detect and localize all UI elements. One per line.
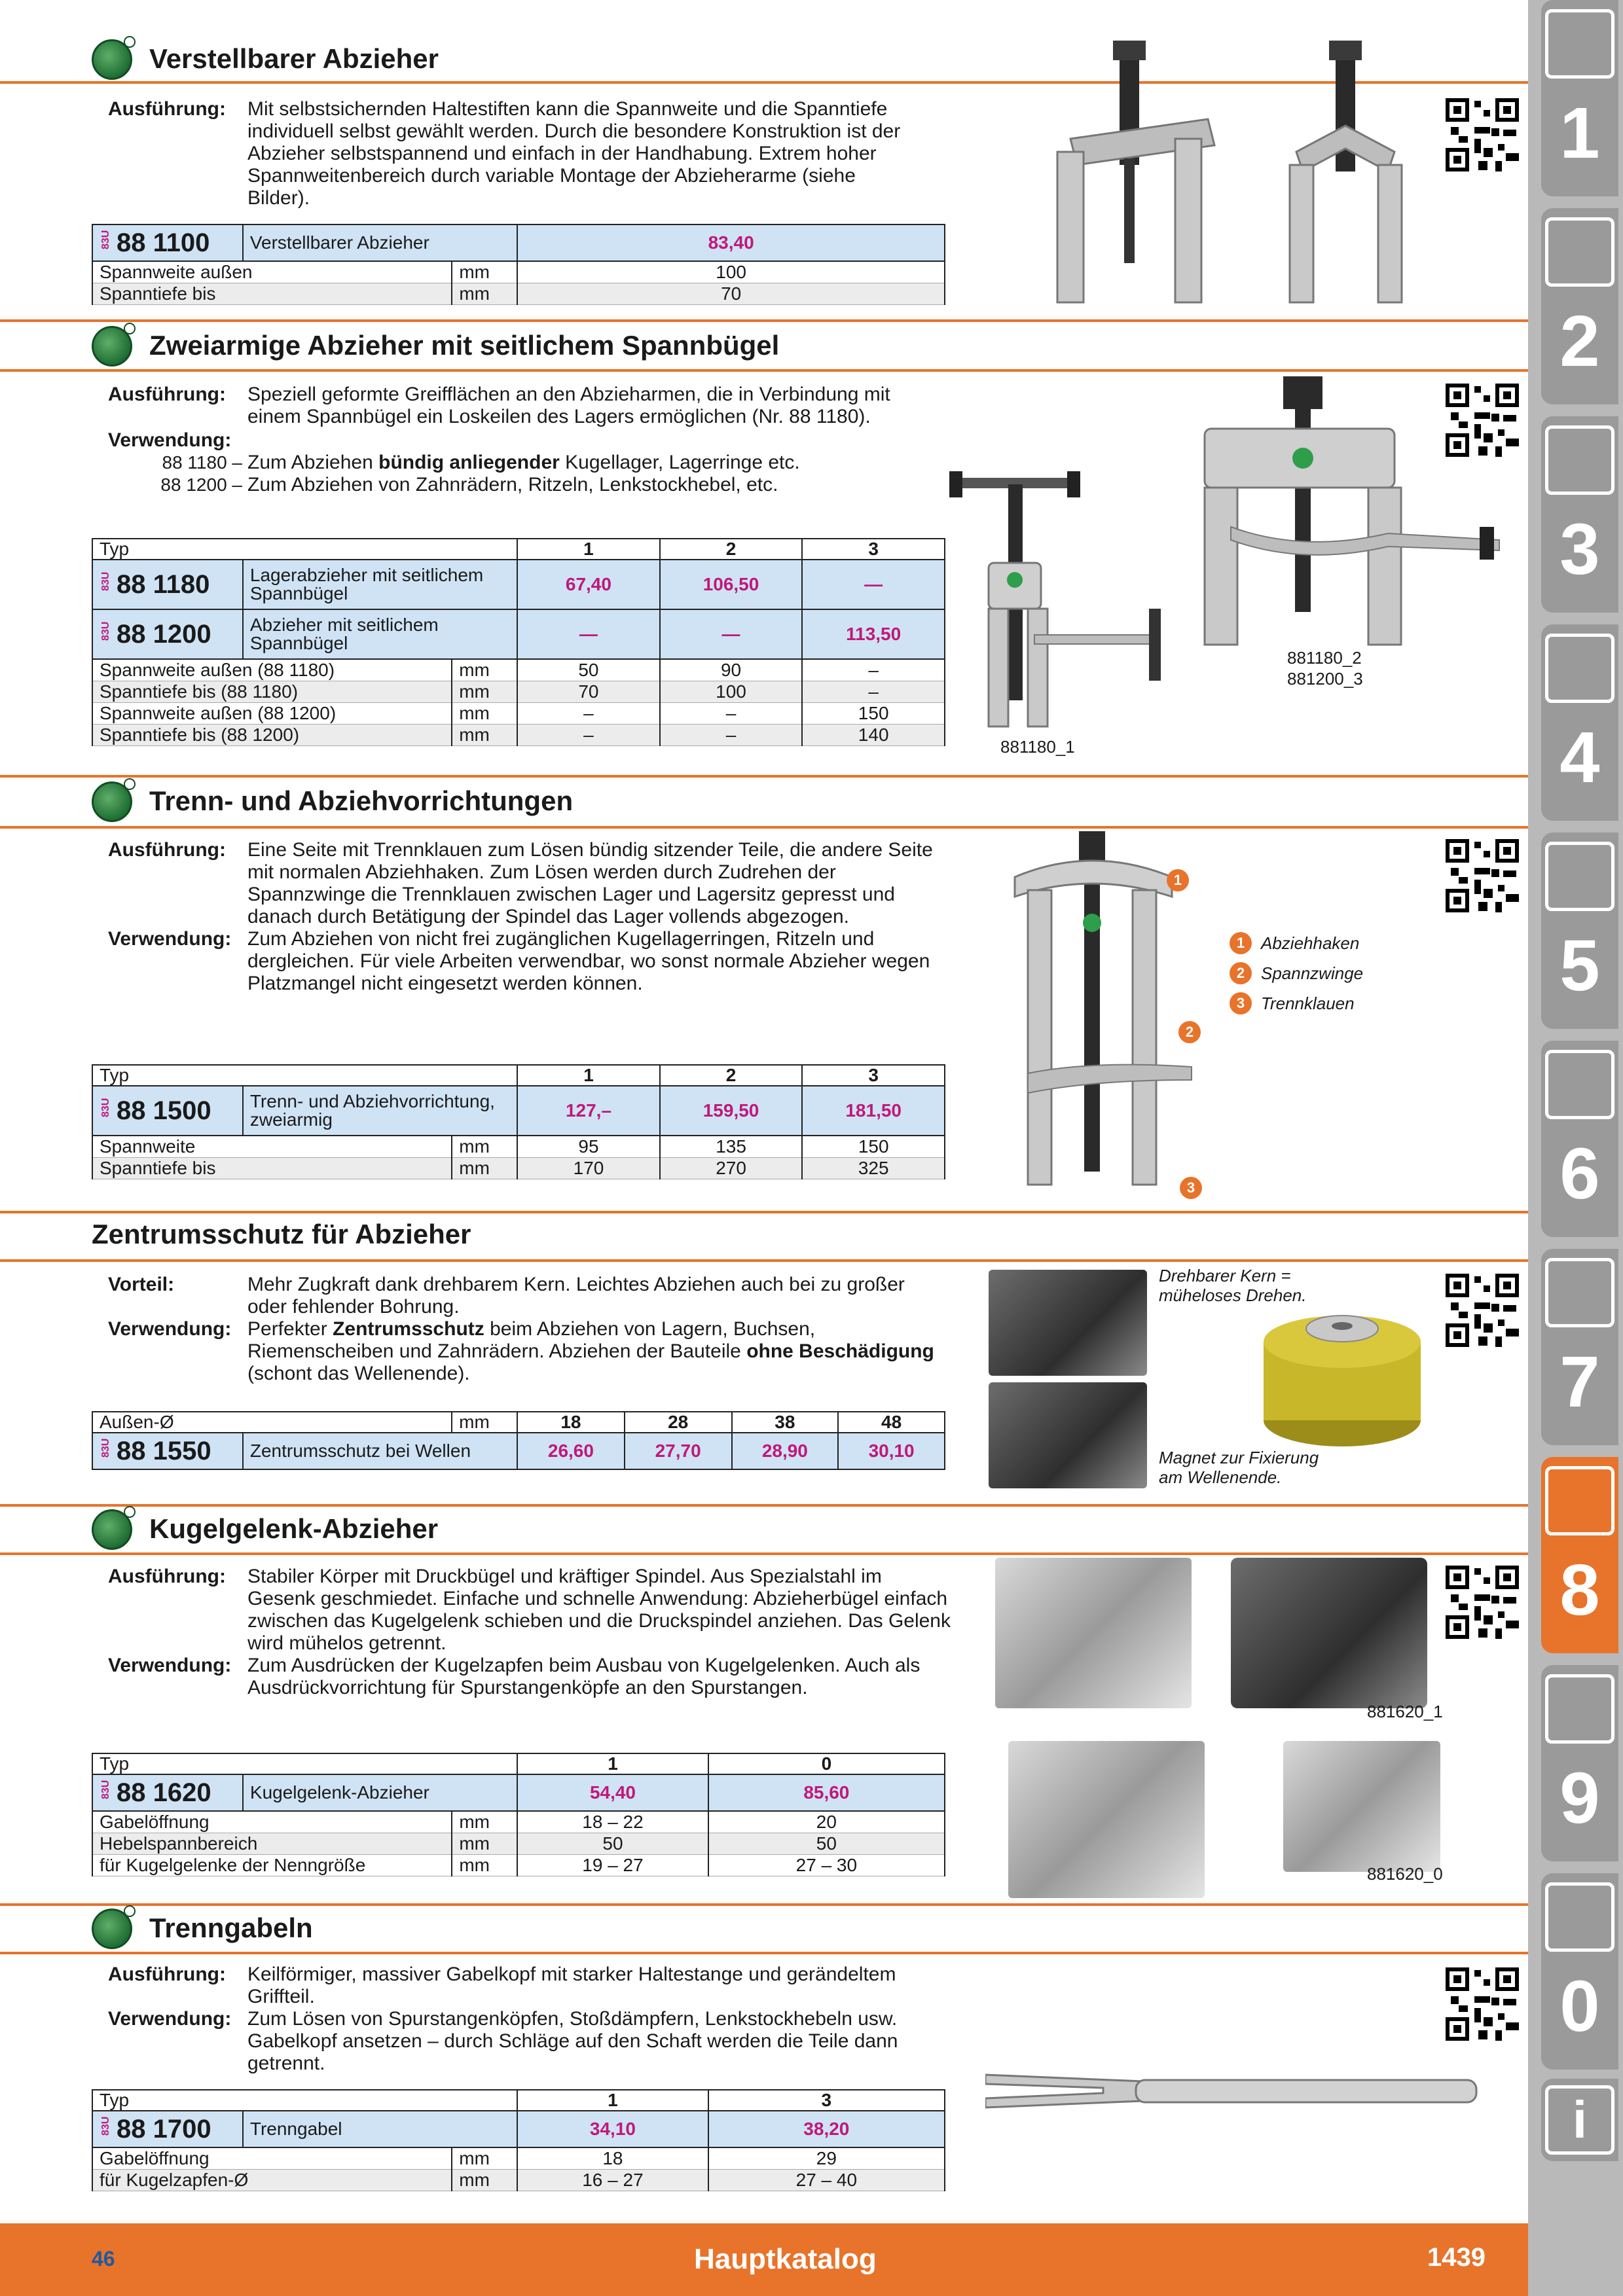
article-number-cell: 83U 88 1700 [92,2111,243,2147]
saw-blade-icon [1545,842,1614,911]
spec-label: Spanntiefe bis [92,283,452,304]
verwendung-label: Verwendung: [108,429,232,451]
spec-unit: mm [452,283,517,304]
callout-badge: 2 [1178,1021,1201,1043]
typ-label: Typ [92,539,517,560]
chapter-number: 6 [1559,1134,1600,1214]
chapter-number: 1 [1559,93,1600,173]
legend-badge: 3 [1230,992,1252,1014]
diameter-header: 38 [732,1412,839,1433]
price: 159,50 [660,1086,803,1136]
chapter-tab-5[interactable] [1541,833,1618,1029]
article-name: Lagerabzieher mit seitlichem Spannbügel [243,560,517,609]
ausfuehrung-label: Ausführung: [108,1964,226,1985]
product-table [92,1411,945,1470]
spec-unit: mm [452,702,517,724]
page-footer [0,2223,1528,2296]
spec-unit: mm [452,659,517,681]
catalog-title: Hauptkatalog [694,2243,877,2275]
price: 30,10 [838,1433,945,1469]
price: — [660,609,803,659]
info-icon: i [1545,2085,1614,2155]
article-number[interactable]: 88 1620 [117,1778,211,1807]
diameter-header: 18 [517,1412,625,1433]
product-table [92,2089,945,2191]
ausfuehrung-label: Ausführung: [108,384,226,405]
ausfuehrung-text: Mit selbstsichernden Haltestiften kann die Spannweite und die Spanntiefe individuell selbst gewählt werden. Durch die besondere Konstruktion ist der Abzieher selbstspannend und einfach in der Handhabung. Extrem hoher Spannweitenbereich durch variable Montage der Abzieherarme (siehe Bilder). [247,98,901,209]
verwendung-label: Verwendung: [108,2008,232,2030]
chapter-tab-9[interactable] [1541,1665,1618,1861]
use-article-number: 88 1200 – [160,475,242,495]
ausfuehrung-text: Keilförmiger, massiver Gabelkopf mit starker Haltestange und gerändeltem Griffteil. [247,1964,896,2007]
section-divider [0,1259,1528,1262]
diameter-header: 48 [838,1412,945,1433]
drill-bit-icon [1545,9,1614,79]
spec-value: 90 [660,659,803,681]
verwendung-text: Zum Lösen von Spurstangenköpfen, Stoßdämpfern, Lenkstockhebeln usw. Gabelkopf ansetzen – durch Schläge auf den Schaft werden die Teile dann getrennt. [247,2008,898,2074]
typ-header: 1 [517,2090,708,2111]
typ-label: Typ [92,2090,517,2111]
vorteil-text: Mehr Zugkraft dank drehbarem Kern. Leichtes Abziehen auch bei zu großer oder fehlender Bohrung. [247,1274,905,1318]
article-number[interactable]: 88 1200 [117,620,211,649]
chapter-number: 5 [1559,925,1600,1006]
image-caption: 881620_0 [1367,1864,1443,1884]
chapter-number: 7 [1559,1342,1600,1422]
qr-code-icon[interactable] [1446,839,1519,912]
article-number-cell: 83U 88 1180 [92,560,243,609]
puller-icon [1545,1466,1614,1535]
spec-label: für Kugelgelenke der Nenngröße [92,1854,452,1876]
section-divider [0,369,1528,372]
qr-code-icon[interactable] [1446,1566,1519,1639]
chuck-icon [1545,425,1614,495]
adjustable-puller-image-variant [1270,41,1421,309]
price: 27,70 [625,1433,732,1469]
spec-value: 50 [708,1833,945,1854]
spec-value: 20 [708,1811,945,1833]
chapter-tab-6[interactable] [1541,1041,1618,1237]
article-number-cell: 83U 88 1100 [92,224,243,261]
article-number[interactable]: 88 1700 [117,2115,211,2144]
separator-fork-image [985,2055,1483,2127]
page-number: 46 [92,2247,115,2270]
product-table [92,224,945,305]
verwendung-text: Zum Ausdrücken der Kugelzapfen beim Ausbau von Kugelgelenken. Auch als Ausdrückvorrichtung für Spurstangenköpfe an den Spurstangen. [247,1655,921,1698]
spec-value: – [802,659,945,681]
center-protector-photo [989,1270,1147,1376]
price: 113,50 [802,609,945,659]
center-protector-photo [989,1382,1147,1488]
section-divider [0,1504,1528,1507]
chapter-tab-i[interactable] [1541,2079,1618,2161]
typ-label: Typ [92,1065,517,1086]
spec-value: 29 [708,2147,945,2169]
spec-unit: mm [452,1833,517,1854]
article-number-cell: 83U 88 1500 [92,1086,243,1136]
spec-label: für Kugelzapfen-Ø [92,2169,452,2191]
spec-label: Spannweite außen (88 1200) [92,702,452,724]
spec-value: 70 [517,283,945,304]
spec-value: 18 [517,2147,708,2169]
spec-label: Spannweite [92,1136,452,1157]
image-caption: 881200_3 [1287,669,1363,689]
typ-header: 2 [660,539,803,560]
insert-icon [1545,217,1614,287]
brand-logo-icon [92,39,132,80]
qr-code-icon[interactable] [1446,384,1519,457]
wrench-screwdriver-icon [1545,1050,1614,1119]
typ-header: 1 [517,1753,708,1774]
spec-value: 150 [802,702,945,724]
spec-unit: mm [452,1136,517,1157]
chapter-tab-8[interactable] [1541,1457,1618,1653]
chapter-number: 3 [1559,509,1600,590]
section-divider [0,1903,1528,1906]
spec-value: 325 [802,1157,945,1179]
spec-unit: mm [452,724,517,745]
legend-badge: 1 [1230,932,1252,954]
section-title: Trenn- und Abziehvorrichtungen [149,785,574,816]
spec-unit: mm [452,2147,517,2169]
price: 54,40 [517,1774,708,1811]
section-divider [0,826,1528,829]
spec-value: – [517,702,660,724]
note-text: Magnet zur Fixierung am Wellenende. [1159,1448,1319,1487]
section-title: Verstellbarer Abzieher [149,43,439,74]
ausfuehrung-text: Speziell geformte Greifflächen an den Abzieharmen, die in Verbindung mit einem Spannbügel ein Loskeilen des Lagers ermöglichen (Nr. 88 1180). [247,384,890,427]
spec-label: Gabelöffnung [92,2147,452,2169]
section-divider [0,775,1528,778]
spec-value: – [517,724,660,745]
ball-joint-puller-image [1283,1741,1440,1872]
spec-value: 135 [660,1136,803,1157]
ausfuehrung-text: Stabiler Körper mit Druckbügel und kräftiger Spindel. Aus Spezialstahl im Gesenk geschmiedet. Einfache und schnelle Anwendung: Abzieherbügel einfach zwischen das Kugelgelenk schieben und die Druckspindel anziehen. Das Gelenk wird mühelos getrennt. [247,1566,951,1654]
chapter-tab-3[interactable] [1541,416,1618,613]
section-title: Trenngabeln [149,1912,313,1943]
spec-unit: mm [452,1854,517,1876]
price: 26,60 [517,1433,625,1469]
article-number[interactable]: 88 1100 [117,228,210,257]
article-number[interactable]: 88 1550 [117,1437,211,1465]
spec-label: Spanntiefe bis [92,1157,452,1179]
typ-label: Typ [92,1753,517,1774]
price: 127,– [517,1086,660,1136]
spec-value: 50 [517,1833,708,1854]
price: 181,50 [802,1086,945,1136]
section-divider [0,1552,1528,1555]
article-number-cell: 83U 88 1620 [92,1774,243,1811]
chapter-tab-1[interactable] [1541,0,1618,196]
spec-value: 70 [517,681,660,702]
image-caption: 881620_1 [1367,1702,1443,1721]
bearing-puller-image [943,458,1218,733]
spec-unit: mm [452,1157,517,1179]
page-code: 1439 [1427,2243,1486,2272]
spec-value: 150 [802,1136,945,1157]
spec-unit: mm [452,261,517,283]
use-article-number: 88 1180 – [162,452,242,473]
center-protector-image [1257,1302,1427,1453]
use-text: Zum Abziehen von Zahnrädern, Ritzeln, Lenkstockhebel, etc. [247,474,778,495]
spec-value: 140 [802,724,945,745]
price: — [802,560,945,609]
note-text: Drehbarer Kern = müheloses Drehen. [1159,1266,1307,1305]
ausfuehrung-label: Ausführung: [108,1566,226,1587]
product-table [92,1064,945,1179]
brand-logo-icon [92,1509,132,1550]
typ-header: 3 [802,1065,945,1086]
chapter-number: 2 [1559,301,1600,382]
price: 85,60 [708,1774,945,1811]
spec-value: 170 [517,1157,660,1179]
adjustable-puller-image [1044,41,1241,309]
diameter-unit: mm [452,1412,517,1433]
cabinet-icon [1545,1674,1614,1744]
diameter-label: Außen-Ø [92,1412,452,1433]
section-divider [0,319,1528,322]
caliper-icon [1545,634,1614,703]
spec-value: – [802,681,945,702]
price: 83,40 [517,224,945,261]
section-title: Kugelgelenk-Abzieher [149,1513,439,1544]
chapter-number: 4 [1559,717,1600,798]
verwendung-label: Verwendung: [108,928,232,950]
pliers-hammer-icon [1545,1258,1614,1327]
section-divider [0,1952,1528,1954]
ausfuehrung-label: Ausführung: [108,98,226,120]
ausfuehrung-text: Eine Seite mit Trennklauen zum Lösen bündig sitzender Teile, die andere Seite mit normalen Abziehhaken. Zum Lösen werden durch Zudrehen der Spannzwinge die Trennklauen zwischen Lager und Lagersitz gepresst und danach durch Betätigung der Spindel das Lager vollends abgezogen. [247,839,933,927]
spec-value: 95 [517,1136,660,1157]
qr-code-icon[interactable] [1446,1967,1519,2041]
typ-header: 0 [708,1753,945,1774]
spec-value: 16 – 27 [517,2169,708,2191]
article-number-cell: 83U 88 1550 [92,1433,243,1469]
section-title: Zweiarmige Abzieher mit seitlichem Spannbügel [149,330,780,361]
qr-code-icon[interactable] [1446,98,1519,171]
typ-header: 1 [517,1065,660,1086]
product-table [92,1753,945,1876]
verwendung-label: Verwendung: [108,1318,232,1340]
product-table [92,538,945,746]
brand-logo-icon [92,781,132,822]
price: 28,90 [732,1433,839,1469]
verwendung-text: Perfekter Zentrumsschutz beim Abziehen von Lagern, Buchsen, Riemenscheiben und Zahnrädern. Abziehen der Bauteile ohne Beschädigung (schont das Wellenende). [247,1318,934,1384]
price: 67,40 [517,560,660,609]
spec-value: 50 [517,659,660,681]
article-name: Kugelgelenk-Abzieher [243,1774,517,1811]
image-caption: 881180_1 [1000,737,1075,757]
spec-value: 100 [517,261,945,283]
spec-unit: mm [452,1811,517,1833]
legend-text: Spannzwinge [1261,963,1364,983]
section-title: Zentrumsschutz für Abzieher [92,1219,471,1249]
spec-label: Hebelspannbereich [92,1833,452,1854]
verwendung-label: Verwendung: [108,1655,232,1676]
legend-text: Abziehhaken [1261,933,1360,953]
article-name: Trenn- und Abziehvorrichtung, zweiarmig [243,1086,517,1136]
article-number[interactable]: 88 1180 [117,570,210,599]
article-number[interactable]: 88 1500 [117,1096,211,1125]
callout-badge: 1 [1167,869,1189,891]
spec-value: 18 – 22 [517,1811,708,1833]
spec-value: 270 [660,1157,803,1179]
spec-label: Gabelöffnung [92,1811,452,1833]
ausfuehrung-label: Ausführung: [108,839,226,861]
article-name: Abzieher mit seitlichem Spannbügel [243,609,517,659]
diameter-header: 28 [625,1412,732,1433]
ball-joint-puller-photo [1231,1558,1427,1708]
article-name: Trenngabel [243,2111,517,2147]
typ-header: 3 [802,539,945,560]
spec-value: 27 – 30 [708,1854,945,1876]
spec-label: Spannweite außen (88 1180) [92,659,452,681]
spec-value: 27 – 40 [708,2169,945,2191]
price: 38,20 [708,2111,945,2147]
ball-joint-puller-image [995,1558,1192,1708]
price: 34,10 [517,2111,708,2147]
spec-value: – [660,724,803,745]
article-name: Zentrumsschutz bei Wellen [243,1433,517,1469]
verwendung-text: Zum Abziehen von nicht frei zugänglichen Kugellagerringen, Ritzeln und dergleichen. Für viele Arbeiten verwendbar, wo sonst normale Abzieher wegen Platzmangel nicht eingesetzt werden können. [247,928,930,994]
legend-text: Trennklauen [1261,994,1355,1013]
article-name: Verstellbarer Abzieher [243,224,517,261]
article-number-cell: 83U 88 1200 [92,609,243,659]
section-divider [0,1211,1528,1213]
spec-label: Spanntiefe bis (88 1180) [92,681,452,702]
price: 106,50 [660,560,803,609]
price: — [517,609,660,659]
chapter-tab-7[interactable] [1541,1249,1618,1445]
brand-logo-icon [92,326,132,367]
spec-unit: mm [452,2169,517,2191]
chapter-number: 0 [1559,1966,1600,2047]
safety-icon [1545,1882,1614,1952]
chapter-tab-0[interactable] [1541,1873,1618,2070]
callout-badge: 3 [1180,1177,1202,1199]
chapter-tab-4[interactable] [1541,624,1618,821]
spec-value: 19 – 27 [517,1854,708,1876]
spec-value: – [660,702,803,724]
typ-header: 3 [708,2090,945,2111]
typ-header: 1 [517,539,660,560]
vorteil-label: Vorteil: [108,1274,175,1295]
spec-label: Spanntiefe bis (88 1200) [92,724,452,745]
image-caption: 881180_2 [1287,648,1362,668]
brand-logo-icon [92,1909,132,1949]
chapter-tab-2[interactable] [1541,208,1618,404]
qr-code-icon[interactable] [1446,1274,1519,1347]
chapter-number: 9 [1559,1758,1600,1839]
spec-unit: mm [452,681,517,702]
spec-label: Spannweite außen [92,261,452,283]
spec-value: 100 [660,681,803,702]
ball-joint-puller-image [1008,1741,1205,1898]
typ-header: 2 [660,1065,803,1086]
use-text: Zum Abziehen bündig anliegender Kugellager, Lagerringe etc. [247,452,800,473]
chapter-number: 8 [1559,1550,1600,1630]
legend-badge: 2 [1230,962,1252,984]
